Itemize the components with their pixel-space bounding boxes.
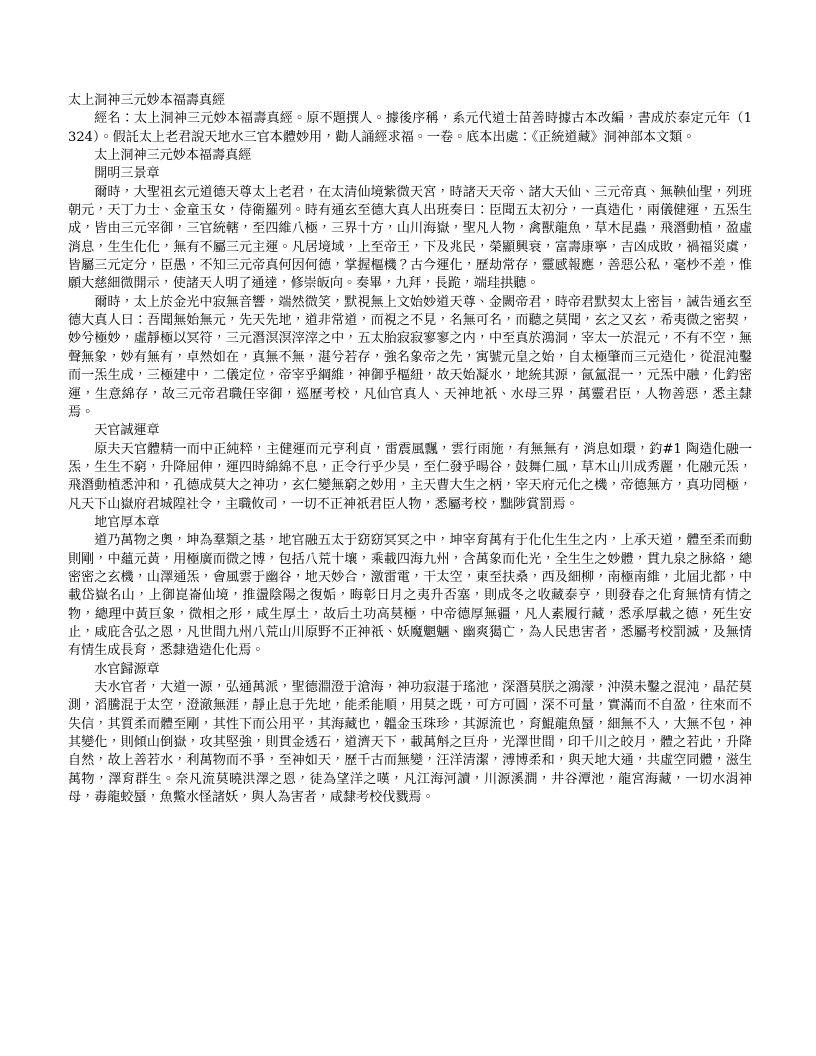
chapter-heading-tianguan-chengyun: 天官誠運章 — [94, 423, 160, 439]
chapter-heading-shuiguan-guiyuan: 水官歸源章 — [94, 661, 160, 677]
chapter-3-paragraph-1: 道乃萬物之奧，坤為羣類之基，地官融五太于窈窈冥冥之中，坤宰育萬有于化化生生之内，上承天道，體至柔而動則剛，中蘊元黃，用極廣而微之博，包括八荒十壤，乘載四海九州，含萬象而化光，全生生之妙體，貫九泉之脉絡，總密密之玄機，山澤通炁，會風雲于幽谷，地天妙合，激雷電，干太空，東至扶桑，西及細柳，南極南維，北屆北都，中載岱嶽名山，上御崑崙仙境，推盪陰陽之復姤，晦彰日月之夷升否塞，則成冬之收藏泰亨，則發春之化育無情有情之物，總理中黃巨象，微相之形，咸生厚土，故后土功高莫極，中帝德厚無疆，凡人素履行藏，悉承厚載之德，死生安止，咸庇含弘之恩，凡世間九州八荒山川原野不正神祇、妖魔魍魎、幽爽獦亡，為人民患害者，悉屬考校罰滅，及無情有情生成長育，悉隸造造化化焉。 — [68, 533, 752, 659]
bibliographic-note: 經名：太上洞神三元妙本福壽真經。原不題撰人。據後序稱，系元代道士苗善時據古本改編，書成於泰定元年（1324）。假託太上老君說天地水三官本體妙用，勸人誦經求福。一卷。底本出處：《正統道藏》洞神部本文類。 — [68, 111, 752, 145]
scripture-title: 太上洞神三元妙本福壽真經 — [94, 148, 252, 164]
chapter-1-paragraph-2: 爾時，太上於金光中寂無音響，端然微笑，默視無上文始妙道天尊、金闕帝君，時帝君默契太上密旨，誡告通玄至德大真人曰：吾聞無始無元，先天先地，道非常道，而視之不見，名無可名，而聽之莫聞，玄之又玄，希夷微之密契，妙兮極妙，虛靜極以冥符，三元潛溟溟滓滓之中，五太胎寂寂寥寥之内，中至真於鴻洞，宰太一於混元，不有不空，無聲無象，妙有無有，卓然如在，真無不無，湛兮若存，強名象帝之先，寓號元皇之始，自太極肇而三元造化，從混沌鑿而一炁生成，三極建中，二儀定位，帝宰乎綱維，神御乎樞紐，故天始凝水，地統其源，氤氳混一，元炁中融，化鈞密運，生意綿存，故三元帝君職任宰御，巡歷考校，凡仙官真人、天神地祇、水母三界，萬靈君臣，人物善惡，悉主隸焉。 — [68, 294, 752, 420]
chapter-heading-diguan-houben: 地官厚本章 — [94, 514, 160, 530]
chapter-4-paragraph-1: 夫水官者，大道一源，弘通萬派，聖德淵澄于滄海，神功寂湛于瑤池，深潛莫朕之鴻濛，沖漠未鑿之混沌，晶茫莫測，滔騰混于太空，澄澈無涯，靜止息于先地，能柔能順，用莫之既，可方可圓，深不可量，實滿而不自盈，往來而不失信，其質柔而體至剛，其性下而公用平，其海藏也，韞金玉珠珍，其源流也，育鯤龍魚蜃，細無不入，大無不包，神其變化，則傾山倒嶽，攻其堅強，則貫金透石，道濟天下，載萬斛之巨舟，光澤世間，印千川之皎月，體之若此，升降自然，故上善若水，利萬物而不爭，至神如天，歷千古而無變，汪洋清潔，溥博柔和，與天地大通，共虛空同體，滋生萬物，澤育群生。奈凡流莫曉洪澤之恩，徒為望洋之嘆，凡江海河讀，川源溪澗，井谷潭池，龍宮海藏，一切水涓神母，毒龍蛟蜃，魚鱉水怪諸妖，與人為害者，咸隸考校伐戮焉。 — [68, 680, 752, 806]
document-text-body — [68, 92, 752, 807]
document-title: 太上洞神三元妙本福壽真經 — [68, 93, 226, 108]
chapter-1-paragraph-1: 爾時，大聖祖玄元道德天尊太上老君，在太清仙境紫微天宮，時諸天天帝、諸大天仙、三元帝真、無鞅仙聖，列班朝元，天丁力士、金童玉女，侍衛羅列。時有通玄至德大真人出班奏曰：臣聞五太初分，一真造化，兩儀健運，五炁生成，皆由三元宰御，三官統轄，至四維八極，三界十方，山川海嶽，聖凡人物，禽獸龍魚，草木昆蟲，飛潛動植，盈虛消息，生生化化，無有不屬三元主運。凡居境域，上至帝王，下及兆民，榮顯興衰，富壽康寧，吉凶成敗，禍福災虞，皆屬三元定分，臣愚，不知三元帝真何因何德，掌握樞機？古今運化，歷劫常存，靈感報應，善惡公私，毫杪不差，惟願大慈細微開示，使諸天人明了通達，修崇皈向。奏畢，九拜，長跪，端珪拱聽。 — [68, 184, 752, 292]
chapter-heading-kaiming-sanjing: 開明三景章 — [94, 166, 160, 182]
chapter-2-paragraph-1: 原夫天官體精一而中正純粹，主健運而元亨利貞，雷震風飄，雲行雨施，有無無有，消息如環，釣#1 陶造化融一炁，生生不窮，升降屈伸，運四時綿綿不息，正令行乎少昊，至仁發乎暘谷，鼓舞仁風，草木山川成秀麗，化融元炁，飛潛動植悉沖和，孔德成莫大之神功，玄仁變無窮之妙用，主天曹大生之柄，宰天府元化之機，帝德無方，真功罔極，凡天下山嶽府君城隍社令，主職攸司，一切不正神祇君臣人物，悉屬考校，黜陟賞罰焉。 — [68, 441, 752, 512]
